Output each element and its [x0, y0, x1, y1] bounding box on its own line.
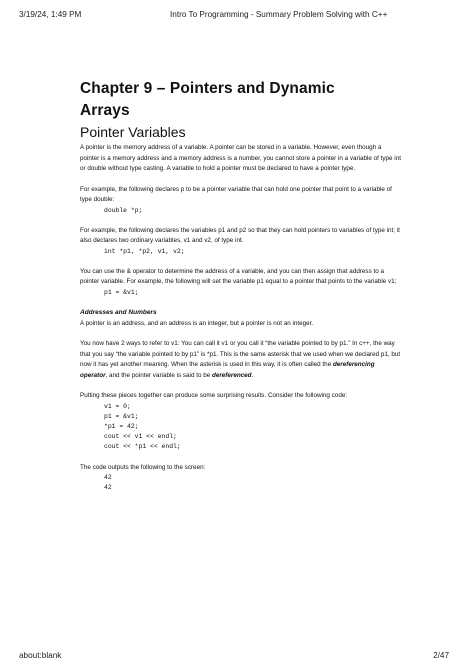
code-output-block [80, 473, 402, 493]
output-line: 42 [104, 474, 112, 482]
output-line: 42 [104, 484, 112, 492]
paragraph-pointer-definition: A pointer is the memory address of a variable. A pointer can be stored in a variable. However, even though a pointer is a memory address and a memory address is a number, you cannot store a pointer in a variable of type int or double without type casting. A variable to hold a pointer must be declared to have a pointer type. [80, 144, 401, 172]
code-line: cout << *p1 << endl; [104, 443, 181, 451]
code-double-pointer: double *p; [104, 206, 143, 214]
chapter-title-line-2: Arrays [80, 102, 130, 119]
document-content [80, 78, 402, 494]
code-line: p1 = &v1; [104, 412, 139, 420]
print-page-number: 2/47 [433, 651, 449, 660]
dereferencing-text-1: You now have 2 ways to refer to v1: You can call it v1 or you call it “the variable pointed to by p1.” In c++, the way that you say “the variable pointed to by p1” is *p1. This is the same asterisk that we used when we declared p1, but now it has yet another meaning. When the asterisk is used in this way, it is often called the [80, 340, 401, 369]
chapter-title [80, 78, 402, 122]
code-line: cout << v1 << endl; [104, 433, 177, 441]
code-int-pointers: int *p1, *p2, v1, v2; [104, 247, 185, 255]
code-block-example [80, 402, 402, 453]
code-line: v1 = 0; [104, 402, 131, 410]
paragraph-dereferencing [80, 339, 402, 381]
print-datetime: 3/19/24, 1:49 PM [19, 10, 82, 19]
code-address-assign: p1 = &v1; [104, 288, 139, 296]
subheading-addresses-numbers: Addresses and Numbers [80, 309, 157, 317]
paragraph-pointer-not-integer: A pointer is an address, and an address is an integer, but a pointer is not an integer. [80, 319, 314, 327]
paragraph-surprising-results: Putting these pieces together can produce some surprising results. Consider the following code: [80, 392, 348, 400]
term-dereferencing-operator: dereferencing operator [80, 361, 375, 379]
paragraph-double-pointer-example: For example, the following declares p to be a pointer variable that can hold one pointer that point to a variable of type double: [80, 185, 392, 203]
code-line: *p1 = 42; [104, 423, 139, 431]
term-dereferenced: dereferenced [211, 371, 252, 379]
print-url: about:blank [19, 651, 62, 660]
chapter-title-line-1: Chapter 9 – Pointers and Dynamic [80, 80, 335, 97]
print-page-title: Intro To Programming - Summary Problem Solving with C++ [170, 10, 388, 19]
paragraph-int-pointer-example: For example, the following declares the variables p1 and p2 so that they can hold pointers to variables of type int; it also declares two ordinary variables, v1 and v2, of type int. [80, 226, 400, 245]
section-title: Pointer Variables [80, 124, 186, 140]
dereferencing-text-3: . [251, 371, 254, 379]
dereferencing-text-2: , and the pointer variable is said to be [105, 371, 212, 379]
paragraph-output-intro: The code outputs the following to the screen: [80, 463, 206, 471]
paragraph-address-operator: You can use the & operator to determine the address of a variable, and you can then assign that address to a pointer variable. For example, the following will set the variable p1 equal to a pointer that points to the variable v1; [80, 267, 397, 286]
